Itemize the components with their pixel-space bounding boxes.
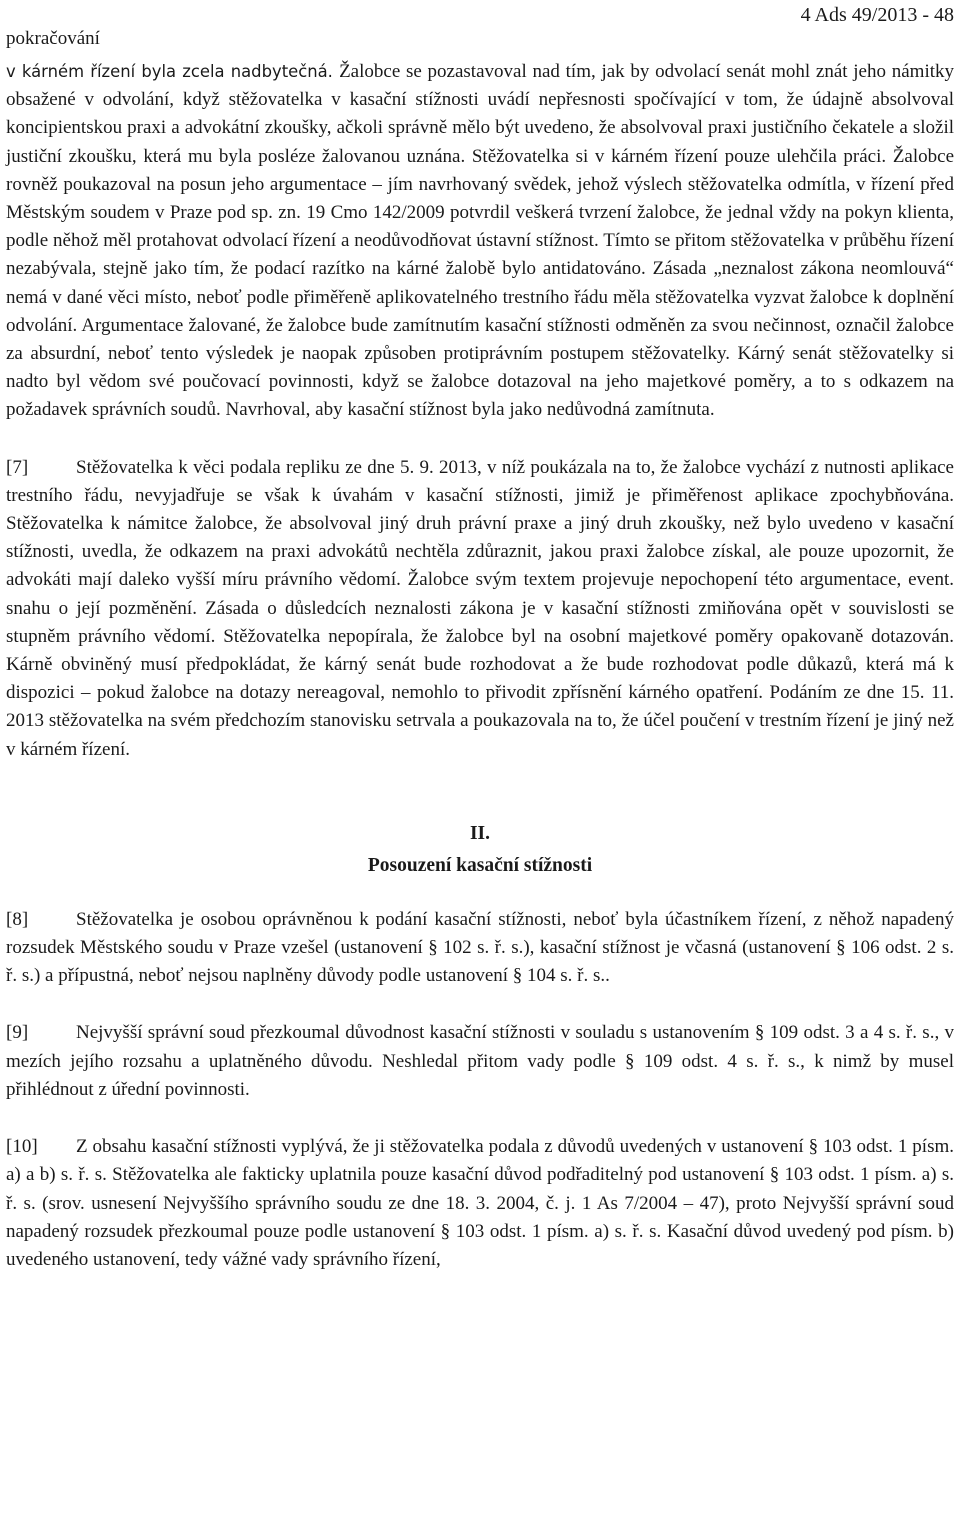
intro-sans-text-1: v kárném řízení byla zcela nadbytečná. (6, 62, 340, 81)
paragraph-text: Stěžovatelka je osobou oprávněnou k podání kasační stížnosti, neboť byla účastníkem řízení, z něhož napadený rozsudek Městského soudu v Praze vzešel (ustanovení § 102 s. ř. s.), kasační stížnost je včasná (ustanovení § 106 odst. 2 s. ř. s.) a přípustná, neboť nejsou naplněny důvody podle ustanovení § 104 s. ř. s.. (6, 908, 954, 987)
document-page (6, 0, 954, 1274)
paragraph-7 (6, 454, 954, 764)
paragraph-text: Z obsahu kasační stížnosti vyplývá, že ji stěžovatelka podala z důvodů uvedených v ustanovení § 103 odst. 1 písm. a) a b) s. ř. s. Stěžovatelka ale fakticky uplatnila pouze kasační důvod podřaditelný pod ustanovení § 103 odst. 1 písm. a) s. ř. s. (srov. usnesení Nejvyššího správního soudu ze dne 18. 3. 2004, č. j. 1 As 7/2004 – 47), proto Nejvyšší správní soud napadený rozsudek přezkoumal pouze podle ustanovení § 103 odst. 1 písm. a) s. ř. s. Kasační důvod uvedený pod písm. b) uvedeného ustanovení, tedy vážné vady správního řízení, (6, 1136, 954, 1270)
intro-serif-text-1: Žalobce se pozastavoval nad tím, jak by odvolací senát mohl znát jeho námitky obsažené v odvolání, když stěžovatelka v kasační stížnosti uvádí nepřesnosti spočívající v tom, že údajně absolvoval koncipientskou praxi a advokátní zkoušky, ačkoli správně mělo být uvedeno, že absolvoval praxi justičního čekatele a složil justiční zkoušku, která mu byla posléze žalovanou uznána. Stěžovatelka si v kárném řízení pouze ulehčila práci. (6, 61, 955, 167)
paragraph-number: [9] (6, 1022, 29, 1044)
paragraph-8 (6, 906, 954, 991)
paragraph-10 (6, 1133, 954, 1274)
paragraph-text: Nejvyšší správní soud přezkoumal důvodnost kasační stížnosti v souladu s ustanovením § 109 odst. 3 a 4 s. ř. s., v mezích jejího rozsahu a uplatněného důvodu. Neshledal přitom vady podle § 109 odst. 4 s. ř. s., k nimž by musel přihlédnout z úřední povinnosti. (6, 1022, 954, 1100)
paragraph-number: [8] (6, 908, 29, 930)
section-heading (6, 818, 954, 882)
paragraph-text: Stěžovatelka k věci podala repliku ze dne 5. 9. 2013, v níž poukázala na to, že žalobce vychází z nutnosti aplikace trestního řádu, nevyjadřuje se však k úvahám v kasační stížnosti, jimiž je přiměřenost aplikace zpochybňována. Stěžovatelka k námitce žalobce, že absolvoval jiný druh právní praxe a jiný druh zkoušky, než bylo uvedeno v kasační stížnosti, uvedla, že odkazem na praxi advokátů nechtěla zdůraznit, jakou praxi žalobce získal, ale pouze upozornit, že advokáti mají daleko vyšší míru právního vědomí. Žalobce svým textem projevuje nepochopení této argumentace, event. snahu o její pozměnění. Zásada o důsledcích neznalosti zákona je v kasační stížnosti zmiňována opět v souvislosti se stupněm právního vědomí. Stěžovatelka nepopírala, že žalobce byl na osobní majetkové poměry opakovaně dotazován. Kárně obviněný musí předpokládat, že kárný senát bude rozhodovat a že bude rozhodovat podle důkazů, která má k dispozici – pokud žalobce na dotazy nereagoval, nemohlo to přivodit zpřísnění kárného opatření. Podáním ze dne 15. 11. 2013 stěžovatelka na svém předchozím stanovisku setrvala a poukazovala na to, že účel poučení v trestním řízení je jiný než v kárném řízení. (6, 456, 954, 760)
paragraph-number: [7] (6, 456, 29, 478)
page-header (6, 0, 954, 58)
intro-serif-text-2: Žalobce rovněž poukazoval na posun jeho argumentace – jím navrhovaný svědek, jehož výslech stěžovatelka odmítla, v řízení před Městským soudem v Praze pod sp. zn. 19 Cmo 142/2009 potvrdil veškerá tvrzení žalobce, že jednal vždy na pokyn klienta, podle něhož měl protahovat odvolací řízení a neodůvodňovat ústavní stížnost. Tímto se přitom stěžovatelka v průběhu řízení nezabývala, stejně jako tím, že podací razítko na kárné žalobě bylo antidatováno. Zásada „neznalost zákona neomlouvá“ nemá v dané věci místo, neboť podle přiměřeně aplikovatelného trestního řádu měla stěžovatelka vyzvat žalobce k doplnění odvolání. Argumentace žalované, že žalobce bude zamítnutím kasační stížnosti odměněn za svou nečinnost, označil žalobce za absurdní, neboť tento výsledek je naopak způsoben protiprávním postupem stěžovatelky. Kárný senát stěžovatelky si nadto byl vědom své poučovací povinnosti, když se žalobce dotazoval na jeho majetkové poměry, a to s odkazem na požadavek správních soudů. Navrhoval, aby kasační stížnost byla jako nedůvodná zamítnuta. (6, 145, 954, 421)
header-continuation: pokračování (6, 28, 100, 49)
section-numeral: II. (469, 822, 491, 844)
intro-paragraph (6, 58, 954, 425)
paragraph-9 (6, 1019, 954, 1104)
header-case-number: 4 Ads 49/2013 - 48 (800, 4, 954, 26)
paragraph-number: [10] (6, 1136, 38, 1158)
section-title: Posouzení kasační stížnosti (367, 854, 593, 876)
